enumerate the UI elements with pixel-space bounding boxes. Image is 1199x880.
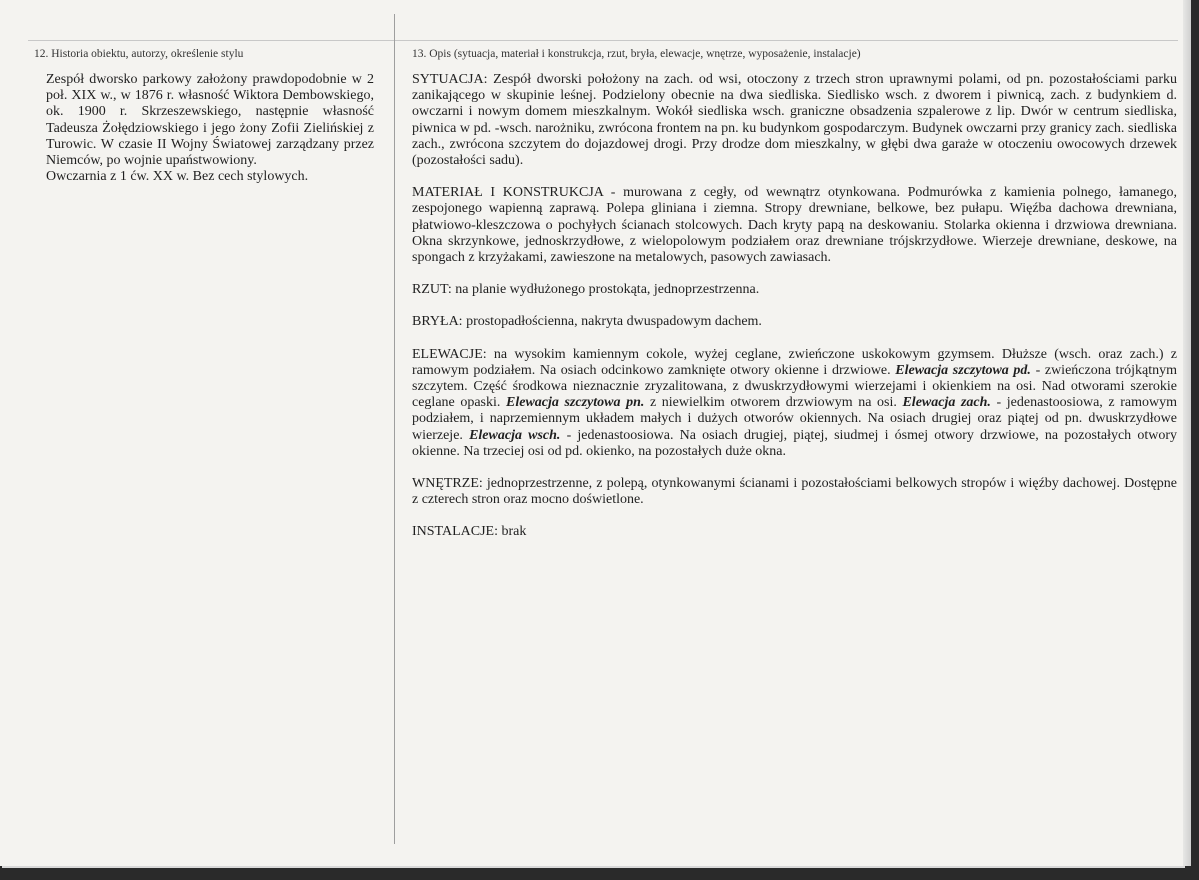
elewacje-text-1: ELEWACJE: na wysokim kamiennym cokole, wyżej ceglane, zwieńczone uskokowym gzymsem. Dłuższe (wsch. oraz zach.) z ramowym podziałem. Na osiach odcinkowo zamknięte otwory okienne i drzwiowe. — [412, 346, 1177, 378]
section-instalacje: INSTALACJE: brak — [412, 524, 527, 540]
history-heading: 12. Historia obiektu, autorzy, określenie stylu — [34, 48, 244, 60]
elewacje-text-3: z niewielkim otworem drzwiowym na osi. — [644, 395, 903, 411]
paper-edge — [1183, 0, 1191, 866]
elewacje-label-west: Elewacja zach. — [902, 395, 991, 411]
description-column — [412, 48, 1177, 557]
history-note: Owczarnia z 1 ćw. XX w. Bez cech stylowych. — [46, 169, 309, 185]
section-rzut: RZUT: na planie wydłużonego prostokąta, jednoprzestrzenna. — [412, 282, 760, 298]
section-wnetrze: WNĘTRZE: jednoprzestrzenne, z polepą, otynkowanymi ścianami i pozostałościami belkowych stropów i więźby dachowej. Dostępne z czterech stron oraz mocno doświetlone. — [412, 476, 1177, 508]
section-bryla: BRYŁA: prostopadłościenna, nakryta dwuspadowym dachem. — [412, 314, 762, 330]
elewacje-text-2: - zwieńczona trójkątnym szczytem. Część środkowa nieznacznie zryzalitowana, z dwuskrzydłowymi wierzejami i okienkiem na osi. Nad otworami szerokie ceglane opaski. — [412, 362, 1177, 411]
section-sytuacja: SYTUACJA: Zespół dworski położony na zach. od wsi, otoczony z trzech stron uprawnymi polami, od pn. pozostałościami parku zanikającego w skupinie leśnej. Podzielony obecnie na dwa siedliska. Siedlisko wsch. z dworem i piwnicą, zach. z budynkiem d. owczarni i nowym domem mieszkalnym. Wokół siedliska wsch. graniczne obsadzenia szpalerowe z lip. Dwór w centrum siedliska, piwnica w pd. -wsch. narożniku, zwrócona frontem na pn. ku budynkom gospodarczym. Budynek owczarni przy granicy zach. siedliska zach., zwrócona szczytem do dojazdowej drogi. Przy drodze dom mieszkalny, w głębi dwa garaże w otoczeniu owocowych drzewek (pozostałości sadu). — [412, 72, 1177, 169]
top-rule — [28, 40, 1178, 41]
elewacje-text-5: - jedenastoosiowa. Na osiach drugiej, piątej, siudmej i ósmej otwory drzwiowe, na pozostałych otwory okienne. Na trzeciej osi od pd. okienko, na pozostałych duże okna. — [412, 427, 1177, 459]
column-divider — [394, 14, 395, 844]
history-column — [34, 48, 372, 185]
section-elewacje — [412, 347, 1177, 460]
elewacje-label-south: Elewacja szczytowa pd. — [895, 362, 1031, 378]
section-material: MATERIAŁ I KONSTRUKCJA - murowana z cegły, od wewnątrz otynkowana. Podmurówka z kamienia polnego, łamanego, zespojonego wapienną zaprawą. Polepa gliniana i ziemna. Stropy drewniane, belkowe, bez pułapu. Więźba dachowa drewniana, płatwiowo-kleszczowa o pochyłych ścianach stolcowych. Dach kryty papą na deskowaniu. Stolarka okienna i drzwiowa drewniana. Okna skrzynkowe, jednoskrzydłowe, z wielopolowym podziałem oraz drewniane trójskrzydłowe. Wierzeje drewniane, deskowe, na spongach z krzyżakami, zawieszone na metalowych, pasowych zawiasach. — [412, 185, 1177, 266]
elewacje-text-4: - jedenastoosiowa, z ramowym podziałem, i naprzemiennym układem małych i dużych otworów okiennych. Na osiach drugiej oraz piątej od pn. dwuskrzydłowe wierzeje. — [412, 395, 1177, 443]
history-paragraph: Zespół dworsko parkowy założony prawdopodobnie w 2 poł. XIX w., w 1876 r. własność Wiktora Dembowskiego, ok. 1900 r. Skrzeszewskiego, następnie własność Tadeusza Żołędziowskiego i jego żony Zofii Zielińskiej z Turowic. W czasie II Wojny Światowej zarządzany przez Niemców, po wojnie upaństwowiony. — [46, 72, 374, 169]
elewacje-label-east: Elewacja wsch. — [469, 427, 561, 443]
elewacje-label-north: Elewacja szczytowa pn. — [506, 395, 645, 411]
description-heading: 13. Opis (sytuacja, materiał i konstrukcja, rzut, bryła, elewacje, wnętrze, wyposażenie, instalacje) — [412, 48, 861, 60]
